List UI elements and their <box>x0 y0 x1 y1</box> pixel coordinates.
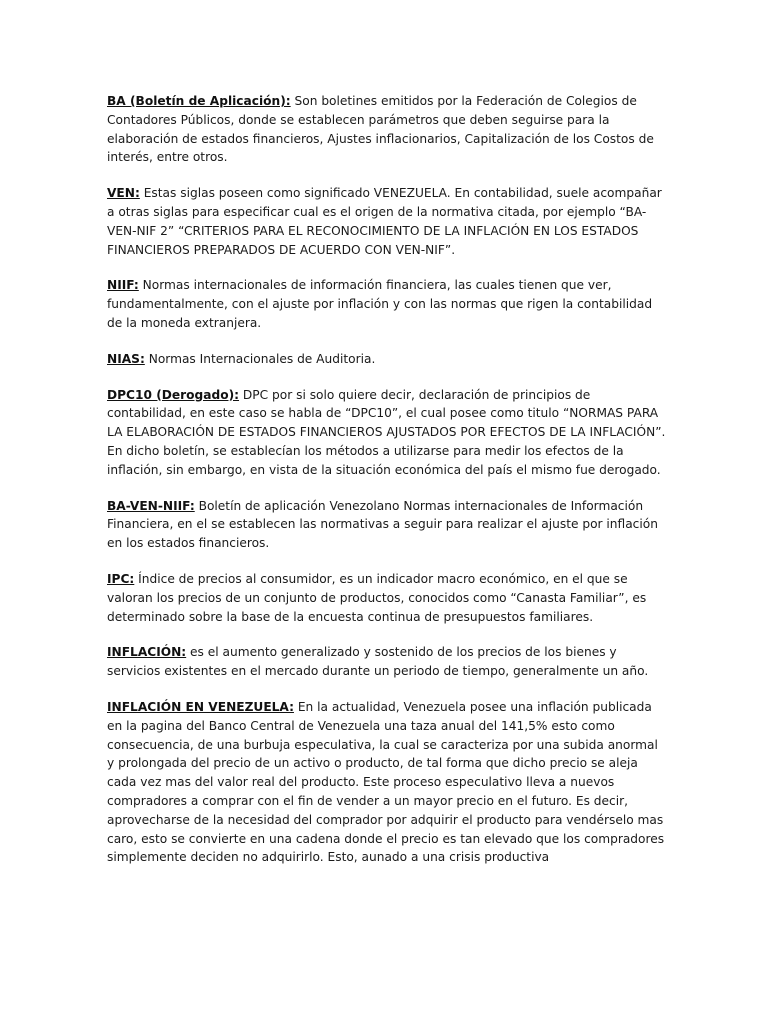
entry-inflacion-venezuela <box>107 698 668 867</box>
term-ba-ven-niif: BA-VEN-NIIF: <box>107 498 195 513</box>
entry-inflacion <box>107 643 668 681</box>
term-ipc: IPC: <box>107 571 135 586</box>
definition-inflacion: es el aumento generalizado y sostenido de los precios de los bienes y servicios existentes en el mercado durante un periodo de tiempo, generalmente un año. <box>107 645 649 679</box>
definition-ven: Estas siglas poseen como significado VENEZUELA. En contabilidad, suele acompañar a otras siglas para especificar cual es el origen de la normativa citada, por ejemplo “BA-VEN-NIF 2” “CRITERIOS PARA EL RECONOCIMIENTO DE LA INFLACIÓN EN LOS ESTADOS FINANCIEROS PREPARADOS DE ACUERDO CON VEN-NIF”. <box>107 186 662 257</box>
entry-ba-ven-niif <box>107 497 668 553</box>
definition-dpc10: DPC por si solo quiere decir, declaración de principios de contabilidad, en este caso se habla de “DPC10”, el cual posee como titulo “NORMAS PARA LA ELABORACIÓN DE ESTADOS FINANCIEROS AJUSTADOS POR EFECTOS DE LA INFLACIÓN”. En dicho boletín, se establecían los métodos a utilizarse para medir los efectos de la inflación, sin embargo, en vista de la situación económica del país el mismo fue derogado. <box>107 387 666 477</box>
definition-ba: Son boletines emitidos por la Federación de Colegios de Contadores Públicos, donde se establecen parámetros que deben seguirse para la elaboración de estados financieros, Ajustes inflacionarios, Capitalización de los Costos de interés, entre otros. <box>107 94 654 165</box>
term-ven: VEN: <box>107 186 140 201</box>
entry-dpc10 <box>107 386 668 480</box>
term-ba: BA (Boletín de Aplicación): <box>107 94 291 108</box>
term-dpc10: DPC10 (Derogado): <box>107 387 240 402</box>
entry-ba <box>107 92 668 167</box>
term-niif: NIIF: <box>107 278 139 293</box>
definition-ba-ven-niif: Boletín de aplicación Venezolano Normas internacionales de Información Financiera, en el se establecen las normativas a seguir para realizar el ajuste por inflación en los estados financieros. <box>107 498 658 551</box>
term-nias: NIAS: <box>107 351 145 366</box>
entry-ipc <box>107 570 668 626</box>
definition-niif: Normas internacionales de información financiera, las cuales tienen que ver, fundamentalmente, con el ajuste por inflación y con las normas que rigen la contabilidad de la moneda extranjera. <box>107 278 653 330</box>
entry-ven <box>107 184 668 259</box>
definition-nias: Normas Internacionales de Auditoria. <box>144 351 376 366</box>
definition-inflacion-venezuela: En la actualidad, Venezuela posee una inflación publicada en la pagina del Banco Central de Venezuela una taza anual del 141,5% esto como consecuencia, de una burbuja especulativa, la cual se caracteriza por una subida anormal y prolongada del precio de un activo o producto, de tal forma que dicho precio se aleja cada vez mas del valor real del producto. Este proceso especulativo lleva a nuevos compradores a comprar con el fin de vender a un mayor precio en el futuro. Es decir, aprovecharse de la necesidad del comprador por adquirir el producto para vendérselo mas caro, esto se convierte en una cadena donde el precio es tan elevado que los compradores simplemente deciden no adquirirlo. Esto, aunado a una crisis productiva <box>107 699 665 865</box>
entry-niif <box>107 276 668 332</box>
term-inflacion-venezuela: INFLACIÓN EN VENEZUELA: <box>107 699 294 714</box>
term-inflacion: INFLACIÓN: <box>107 645 187 660</box>
entry-nias <box>107 350 668 369</box>
definition-ipc: Índice de precios al consumidor, es un indicador macro económico, en el que se valoran los precios de un conjunto de productos, conocidos como “Canasta Familiar”, es determinado sobre la base de la encuesta continua de presupuestos familiares. <box>107 571 647 624</box>
